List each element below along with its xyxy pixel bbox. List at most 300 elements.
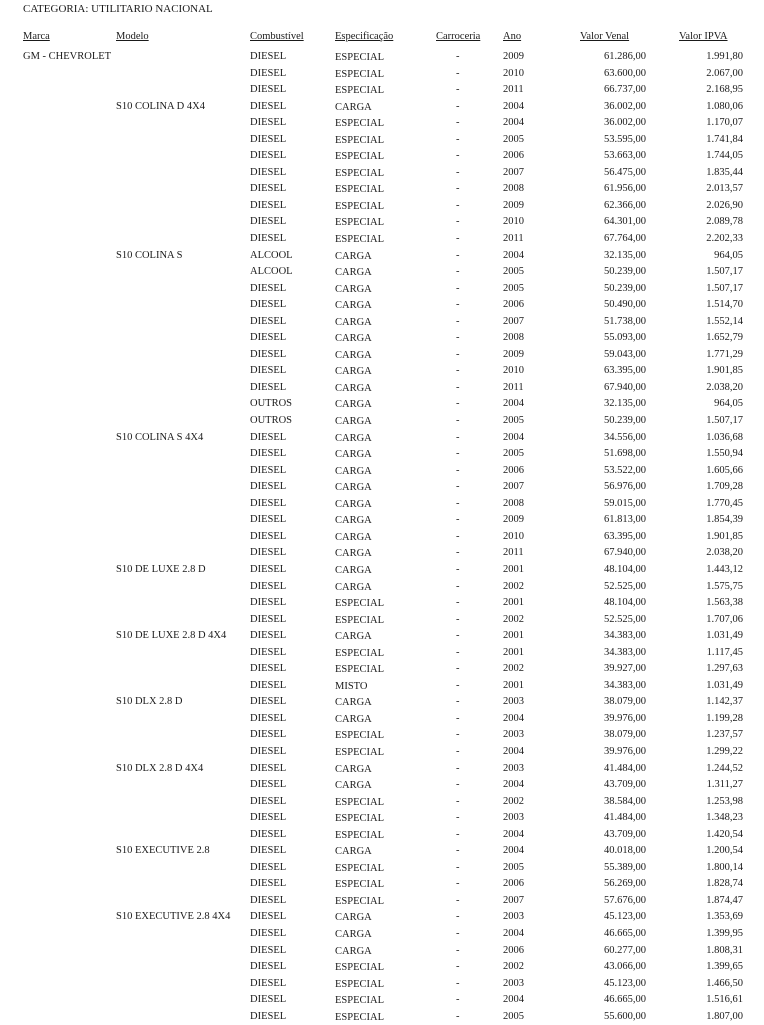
- cell-combustivel: DIESEL: [250, 845, 287, 857]
- cell-especificacao: ESPECIAL: [335, 85, 385, 97]
- cell-valor-venal: 32.135,00: [604, 398, 646, 410]
- cell-valor-venal: 34.383,00: [604, 679, 646, 691]
- cell-valor-ipva: 1.253,98: [706, 795, 743, 807]
- cell-combustivel: DIESEL: [250, 166, 287, 178]
- cell-valor-ipva: 1.237,57: [706, 729, 743, 741]
- header-combustivel: Combustível: [250, 31, 304, 42]
- cell-carroceria: -: [456, 266, 460, 278]
- cell-modelo: S10 DLX 2.8 D: [116, 696, 183, 708]
- table-row: [0, 843, 764, 860]
- cell-valor-ipva: 2.168,95: [706, 84, 743, 96]
- cell-especificacao: ESPECIAL: [335, 614, 385, 626]
- cell-valor-venal: 36.002,00: [604, 100, 646, 112]
- cell-valor-venal: 38.079,00: [604, 729, 646, 741]
- cell-carroceria: -: [456, 762, 460, 774]
- cell-especificacao: ESPECIAL: [335, 134, 385, 146]
- cell-valor-ipva: 2.026,90: [706, 199, 743, 211]
- cell-combustivel: DIESEL: [250, 348, 287, 360]
- cell-especificacao: ESPECIAL: [335, 730, 385, 742]
- cell-ano: 2008: [503, 332, 524, 344]
- cell-carroceria: -: [456, 812, 460, 824]
- cell-especificacao: CARGA: [335, 250, 372, 262]
- table-row: [0, 959, 764, 976]
- cell-especificacao: CARGA: [335, 432, 372, 444]
- cell-carroceria: -: [456, 348, 460, 360]
- table-row: [0, 711, 764, 728]
- cell-valor-ipva: 1.142,37: [706, 696, 743, 708]
- cell-valor-venal: 43.709,00: [604, 779, 646, 791]
- table-row: [0, 214, 764, 231]
- cell-combustivel: DIESEL: [250, 630, 287, 642]
- cell-combustivel: OUTROS: [250, 398, 293, 410]
- cell-especificacao: CARGA: [335, 465, 372, 477]
- cell-combustivel: DIESEL: [250, 481, 287, 493]
- cell-valor-venal: 36.002,00: [604, 117, 646, 129]
- table-row: [0, 231, 764, 248]
- cell-especificacao: CARGA: [335, 928, 372, 940]
- cell-combustivel: DIESEL: [250, 199, 287, 211]
- cell-especificacao: CARGA: [335, 515, 372, 527]
- cell-valor-ipva: 1.835,44: [706, 166, 743, 178]
- cell-valor-ipva: 1.854,39: [706, 514, 743, 526]
- cell-especificacao: ESPECIAL: [335, 598, 385, 610]
- cell-valor-venal: 41.484,00: [604, 762, 646, 774]
- cell-valor-ipva: 1.311,27: [706, 779, 743, 791]
- cell-especificacao: ESPECIAL: [335, 746, 385, 758]
- cell-valor-ipva: 1.741,84: [706, 133, 743, 145]
- cell-modelo: S10 EXECUTIVE 2.8: [116, 845, 210, 857]
- cell-especificacao: ESPECIAL: [335, 995, 385, 1007]
- cell-carroceria: -: [456, 448, 460, 460]
- cell-especificacao: CARGA: [335, 101, 372, 113]
- cell-valor-venal: 39.976,00: [604, 712, 646, 724]
- cell-carroceria: -: [456, 911, 460, 923]
- cell-valor-venal: 34.383,00: [604, 646, 646, 658]
- cell-especificacao: ESPECIAL: [335, 151, 385, 163]
- cell-carroceria: -: [456, 183, 460, 195]
- cell-valor-ipva: 1.575,75: [706, 580, 743, 592]
- cell-valor-ipva: 1.507,17: [706, 266, 743, 278]
- cell-especificacao: CARGA: [335, 945, 372, 957]
- table-row: [0, 909, 764, 926]
- page-title: CATEGORIA: UTILITARIO NACIONAL: [23, 3, 213, 15]
- cell-combustivel: ALCOOL: [250, 249, 293, 261]
- cell-valor-ipva: 1.652,79: [706, 332, 743, 344]
- cell-carroceria: -: [456, 67, 460, 79]
- cell-valor-venal: 56.475,00: [604, 166, 646, 178]
- table-row: [0, 579, 764, 596]
- cell-combustivel: DIESEL: [250, 547, 287, 559]
- cell-combustivel: DIESEL: [250, 514, 287, 526]
- cell-combustivel: DIESEL: [250, 894, 287, 906]
- table-row: [0, 761, 764, 778]
- cell-especificacao: ESPECIAL: [335, 962, 385, 974]
- cell-ano: 2004: [503, 828, 524, 840]
- cell-carroceria: -: [456, 100, 460, 112]
- cell-ano: 2007: [503, 481, 524, 493]
- cell-especificacao: CARGA: [335, 300, 372, 312]
- cell-combustivel: DIESEL: [250, 51, 287, 62]
- cell-carroceria: -: [456, 795, 460, 807]
- cell-carroceria: -: [456, 249, 460, 261]
- table-row: [0, 264, 764, 281]
- cell-carroceria: -: [456, 679, 460, 691]
- cell-valor-ipva: 1.466,50: [706, 977, 743, 989]
- cell-valor-ipva: 2.089,78: [706, 216, 743, 228]
- cell-valor-venal: 34.556,00: [604, 431, 646, 443]
- cell-combustivel: DIESEL: [250, 663, 287, 675]
- cell-carroceria: -: [456, 381, 460, 393]
- cell-valor-venal: 43.066,00: [604, 961, 646, 973]
- cell-ano: 2004: [503, 779, 524, 791]
- cell-valor-venal: 40.018,00: [604, 845, 646, 857]
- table-row: [0, 628, 764, 645]
- cell-ano: 2004: [503, 994, 524, 1006]
- cell-valor-ipva: 1.874,47: [706, 894, 743, 906]
- cell-valor-venal: 53.663,00: [604, 150, 646, 162]
- cell-valor-ipva: 1.353,69: [706, 911, 743, 923]
- cell-valor-venal: 46.665,00: [604, 994, 646, 1006]
- cell-combustivel: DIESEL: [250, 795, 287, 807]
- cell-combustivel: DIESEL: [250, 282, 287, 294]
- table-row: [0, 463, 764, 480]
- table-row: [0, 777, 764, 794]
- cell-carroceria: -: [456, 696, 460, 708]
- cell-modelo: S10 DE LUXE 2.8 D: [116, 563, 206, 575]
- cell-valor-venal: 51.738,00: [604, 315, 646, 327]
- cell-carroceria: -: [456, 630, 460, 642]
- cell-combustivel: DIESEL: [250, 679, 287, 691]
- cell-combustivel: DIESEL: [250, 944, 287, 956]
- cell-ano: 2001: [503, 646, 524, 658]
- cell-combustivel: DIESEL: [250, 961, 287, 973]
- cell-especificacao: CARGA: [335, 498, 372, 510]
- cell-carroceria: -: [456, 580, 460, 592]
- cell-ano: 2005: [503, 266, 524, 278]
- cell-combustivel: DIESEL: [250, 828, 287, 840]
- cell-valor-venal: 59.015,00: [604, 497, 646, 509]
- cell-valor-ipva: 1.170,07: [706, 117, 743, 129]
- cell-valor-venal: 48.104,00: [604, 597, 646, 609]
- cell-especificacao: CARGA: [335, 482, 372, 494]
- cell-valor-ipva: 1.031,49: [706, 679, 743, 691]
- table-row: [0, 347, 764, 364]
- cell-valor-ipva: 1.563,38: [706, 597, 743, 609]
- cell-especificacao: ESPECIAL: [335, 862, 385, 874]
- cell-ano: 2004: [503, 398, 524, 410]
- cell-ano: 2010: [503, 530, 524, 542]
- table-row: [0, 926, 764, 943]
- header-modelo: Modelo: [116, 31, 149, 42]
- table-row: [0, 794, 764, 811]
- cell-valor-ipva: 1.770,45: [706, 497, 743, 509]
- cell-modelo: S10 COLINA S 4X4: [116, 431, 204, 443]
- cell-combustivel: DIESEL: [250, 497, 287, 509]
- cell-combustivel: DIESEL: [250, 365, 287, 377]
- table-row: [0, 529, 764, 546]
- cell-valor-ipva: 1.399,65: [706, 961, 743, 973]
- cell-valor-ipva: 1.552,14: [706, 315, 743, 327]
- cell-valor-venal: 38.079,00: [604, 696, 646, 708]
- cell-ano: 2002: [503, 961, 524, 973]
- cell-valor-venal: 55.389,00: [604, 861, 646, 873]
- cell-carroceria: -: [456, 1010, 460, 1022]
- table-row: [0, 827, 764, 844]
- table-row: [0, 281, 764, 298]
- cell-especificacao: ESPECIAL: [335, 1011, 385, 1023]
- cell-valor-ipva: 2.038,20: [706, 547, 743, 559]
- cell-ano: 2010: [503, 67, 524, 79]
- cell-combustivel: DIESEL: [250, 762, 287, 774]
- cell-carroceria: -: [456, 994, 460, 1006]
- table-row: [0, 148, 764, 165]
- cell-carroceria: -: [456, 481, 460, 493]
- cell-carroceria: -: [456, 514, 460, 526]
- cell-carroceria: -: [456, 282, 460, 294]
- cell-combustivel: DIESEL: [250, 580, 287, 592]
- table-row: [0, 943, 764, 960]
- cell-valor-venal: 52.525,00: [604, 613, 646, 625]
- cell-ano: 2011: [503, 547, 524, 559]
- cell-carroceria: -: [456, 150, 460, 162]
- cell-ano: 2003: [503, 696, 524, 708]
- cell-carroceria: -: [456, 199, 460, 211]
- cell-valor-ipva: 1.514,70: [706, 299, 743, 311]
- cell-valor-venal: 66.737,00: [604, 84, 646, 96]
- cell-especificacao: ESPECIAL: [335, 217, 385, 229]
- cell-valor-venal: 39.976,00: [604, 745, 646, 757]
- cell-valor-ipva: 1.771,29: [706, 348, 743, 360]
- cell-combustivel: DIESEL: [250, 530, 287, 542]
- cell-ano: 2004: [503, 431, 524, 443]
- cell-especificacao: CARGA: [335, 349, 372, 361]
- cell-carroceria: -: [456, 977, 460, 989]
- cell-especificacao: CARGA: [335, 548, 372, 560]
- cell-carroceria: -: [456, 828, 460, 840]
- cell-combustivel: DIESEL: [250, 911, 287, 923]
- cell-ano: 2006: [503, 944, 524, 956]
- cell-especificacao: CARGA: [335, 449, 372, 461]
- cell-valor-ipva: 1.507,17: [706, 415, 743, 427]
- cell-especificacao: CARGA: [335, 333, 372, 345]
- cell-valor-ipva: 1.516,61: [706, 994, 743, 1006]
- cell-combustivel: DIESEL: [250, 729, 287, 741]
- cell-valor-ipva: 2.013,57: [706, 183, 743, 195]
- cell-especificacao: ESPECIAL: [335, 829, 385, 841]
- cell-valor-venal: 50.490,00: [604, 299, 646, 311]
- cell-especificacao: CARGA: [335, 366, 372, 378]
- table-row: [0, 545, 764, 562]
- cell-especificacao: CARGA: [335, 713, 372, 725]
- cell-combustivel: DIESEL: [250, 597, 287, 609]
- cell-ano: 2003: [503, 977, 524, 989]
- table-row: [0, 363, 764, 380]
- cell-ano: 2011: [503, 233, 524, 245]
- cell-carroceria: -: [456, 663, 460, 675]
- cell-ano: 2004: [503, 845, 524, 857]
- cell-valor-ipva: 2.202,33: [706, 233, 743, 245]
- cell-ano: 2004: [503, 117, 524, 129]
- cell-ano: 2002: [503, 580, 524, 592]
- cell-carroceria: -: [456, 84, 460, 96]
- cell-valor-venal: 50.239,00: [604, 415, 646, 427]
- cell-valor-venal: 51.698,00: [604, 448, 646, 460]
- cell-carroceria: -: [456, 431, 460, 443]
- cell-valor-ipva: 1.348,23: [706, 812, 743, 824]
- cell-ano: 2005: [503, 415, 524, 427]
- cell-combustivel: DIESEL: [250, 117, 287, 129]
- table-row: [0, 694, 764, 711]
- cell-carroceria: -: [456, 563, 460, 575]
- cell-combustivel: DIESEL: [250, 448, 287, 460]
- cell-especificacao: CARGA: [335, 416, 372, 428]
- cell-especificacao: CARGA: [335, 399, 372, 411]
- cell-especificacao: CARGA: [335, 531, 372, 543]
- table-row: [0, 876, 764, 893]
- cell-valor-venal: 63.600,00: [604, 67, 646, 79]
- cell-valor-ipva: 1.707,06: [706, 613, 743, 625]
- cell-combustivel: DIESEL: [250, 712, 287, 724]
- cell-especificacao: ESPECIAL: [335, 796, 385, 808]
- header-marca: Marca: [23, 31, 50, 42]
- cell-combustivel: DIESEL: [250, 464, 287, 476]
- table-row: [0, 810, 764, 827]
- cell-valor-venal: 48.104,00: [604, 563, 646, 575]
- cell-especificacao: ESPECIAL: [335, 52, 385, 63]
- cell-valor-venal: 60.277,00: [604, 944, 646, 956]
- cell-carroceria: -: [456, 497, 460, 509]
- cell-carroceria: -: [456, 845, 460, 857]
- cell-carroceria: -: [456, 51, 460, 62]
- table-row: [0, 99, 764, 116]
- cell-valor-venal: 41.484,00: [604, 812, 646, 824]
- cell-combustivel: DIESEL: [250, 299, 287, 311]
- cell-valor-ipva: 1.399,95: [706, 927, 743, 939]
- cell-valor-ipva: 1.605,66: [706, 464, 743, 476]
- cell-especificacao: CARGA: [335, 382, 372, 394]
- table-body: [0, 49, 764, 1025]
- cell-carroceria: -: [456, 464, 460, 476]
- cell-carroceria: -: [456, 961, 460, 973]
- cell-modelo: S10 EXECUTIVE 2.8 4X4: [116, 911, 231, 923]
- cell-especificacao: ESPECIAL: [335, 879, 385, 891]
- cell-combustivel: DIESEL: [250, 84, 287, 96]
- cell-ano: 2008: [503, 497, 524, 509]
- cell-combustivel: DIESEL: [250, 696, 287, 708]
- table-row: [0, 115, 764, 132]
- cell-especificacao: CARGA: [335, 316, 372, 328]
- table-row: [0, 248, 764, 265]
- cell-combustivel: DIESEL: [250, 150, 287, 162]
- cell-especificacao: ESPECIAL: [335, 234, 385, 246]
- cell-valor-venal: 67.940,00: [604, 547, 646, 559]
- cell-carroceria: -: [456, 927, 460, 939]
- cell-ano: 2005: [503, 448, 524, 460]
- cell-combustivel: DIESEL: [250, 861, 287, 873]
- cell-especificacao: CARGA: [335, 697, 372, 709]
- cell-carroceria: -: [456, 133, 460, 145]
- cell-combustivel: DIESEL: [250, 216, 287, 228]
- cell-combustivel: DIESEL: [250, 613, 287, 625]
- cell-especificacao: ESPECIAL: [335, 813, 385, 825]
- cell-valor-venal: 56.976,00: [604, 481, 646, 493]
- cell-combustivel: DIESEL: [250, 67, 287, 79]
- cell-combustivel: DIESEL: [250, 1010, 287, 1022]
- cell-carroceria: -: [456, 712, 460, 724]
- cell-especificacao: CARGA: [335, 283, 372, 295]
- cell-carroceria: -: [456, 729, 460, 741]
- cell-ano: 2009: [503, 348, 524, 360]
- cell-combustivel: DIESEL: [250, 100, 287, 112]
- cell-valor-ipva: 1.828,74: [706, 878, 743, 890]
- cell-especificacao: ESPECIAL: [335, 978, 385, 990]
- cell-ano: 2005: [503, 282, 524, 294]
- table-row: [0, 860, 764, 877]
- cell-valor-ipva: 1.080,06: [706, 100, 743, 112]
- cell-ano: 2004: [503, 927, 524, 939]
- cell-combustivel: DIESEL: [250, 315, 287, 327]
- cell-valor-ipva: 1.420,54: [706, 828, 743, 840]
- cell-modelo: S10 COLINA D 4X4: [116, 100, 205, 112]
- cell-especificacao: ESPECIAL: [335, 895, 385, 907]
- cell-valor-venal: 61.956,00: [604, 183, 646, 195]
- cell-carroceria: -: [456, 613, 460, 625]
- cell-carroceria: -: [456, 894, 460, 906]
- cell-valor-venal: 50.239,00: [604, 282, 646, 294]
- cell-ano: 2011: [503, 84, 524, 96]
- cell-especificacao: ESPECIAL: [335, 184, 385, 196]
- table-row: [0, 727, 764, 744]
- table-row: [0, 661, 764, 678]
- cell-valor-ipva: 1.550,94: [706, 448, 743, 460]
- cell-modelo: S10 DLX 2.8 D 4X4: [116, 762, 204, 774]
- cell-ano: 2005: [503, 861, 524, 873]
- cell-valor-venal: 55.600,00: [604, 1010, 646, 1022]
- cell-ano: 2006: [503, 464, 524, 476]
- cell-ano: 2001: [503, 630, 524, 642]
- cell-especificacao: CARGA: [335, 763, 372, 775]
- cell-ano: 2003: [503, 812, 524, 824]
- cell-especificacao: ESPECIAL: [335, 200, 385, 212]
- cell-valor-venal: 59.043,00: [604, 348, 646, 360]
- cell-carroceria: -: [456, 547, 460, 559]
- cell-ano: 2001: [503, 679, 524, 691]
- cell-especificacao: ESPECIAL: [335, 68, 385, 80]
- cell-especificacao: ESPECIAL: [335, 647, 385, 659]
- cell-carroceria: -: [456, 944, 460, 956]
- cell-valor-venal: 53.595,00: [604, 133, 646, 145]
- cell-valor-venal: 38.584,00: [604, 795, 646, 807]
- cell-valor-ipva: 1.901,85: [706, 365, 743, 377]
- cell-valor-venal: 50.239,00: [604, 266, 646, 278]
- cell-valor-venal: 46.665,00: [604, 927, 646, 939]
- table-row: [0, 479, 764, 496]
- table-row: [0, 66, 764, 83]
- cell-ano: 2003: [503, 911, 524, 923]
- table-row: [0, 562, 764, 579]
- cell-valor-ipva: 1.808,31: [706, 944, 743, 956]
- header-ano: Ano: [503, 31, 522, 42]
- cell-combustivel: DIESEL: [250, 878, 287, 890]
- table-row: [0, 49, 764, 66]
- cell-carroceria: -: [456, 233, 460, 245]
- cell-valor-ipva: 2.067,00: [706, 67, 743, 79]
- cell-carroceria: -: [456, 779, 460, 791]
- header-carroceria: Carroceria: [436, 31, 481, 42]
- cell-carroceria: -: [456, 216, 460, 228]
- cell-especificacao: MISTO: [335, 680, 368, 692]
- cell-combustivel: DIESEL: [250, 563, 287, 575]
